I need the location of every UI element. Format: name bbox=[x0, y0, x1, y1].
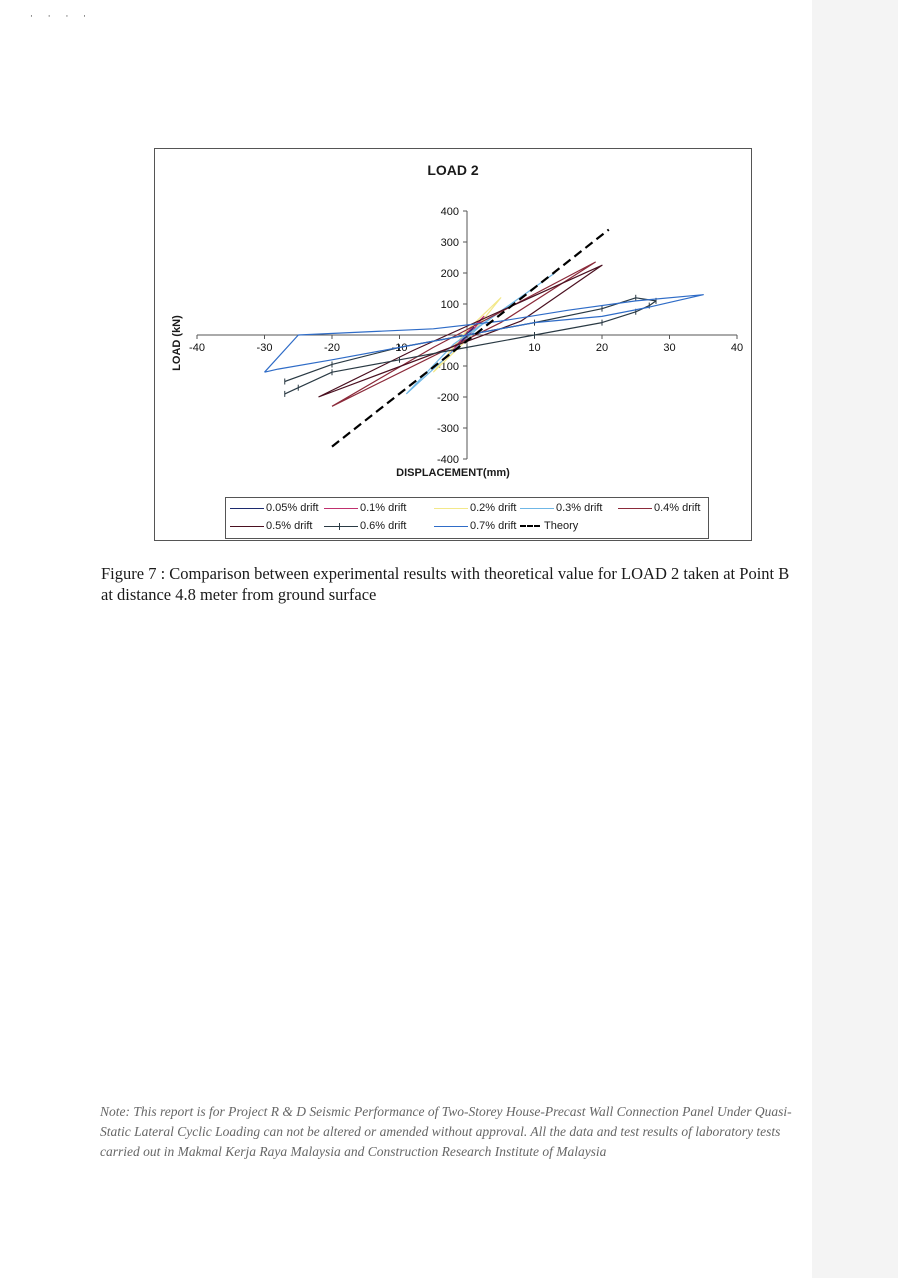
legend-label: 0.6% drift bbox=[360, 520, 407, 532]
legend-label: 0.2% drift bbox=[470, 502, 517, 514]
x-tick-label: -10 bbox=[391, 342, 408, 354]
x-axis-label: DISPLACEMENT(mm) bbox=[396, 467, 510, 479]
legend-swatch bbox=[324, 526, 358, 527]
y-tick-label: -100 bbox=[436, 361, 459, 373]
legend-label: 0.7% drift bbox=[470, 520, 517, 532]
legend-item bbox=[520, 500, 602, 516]
legend-swatch bbox=[618, 508, 652, 509]
legend-item bbox=[434, 500, 516, 516]
legend-label: 0.1% drift bbox=[360, 502, 407, 514]
figure-caption: Figure 7 : Comparison between experimental results with theoretical value for LOAD 2 taken at Point B at distance 4.8 meter from ground surface bbox=[101, 564, 790, 604]
series-line-3 bbox=[406, 273, 555, 394]
x-tick-label: 10 bbox=[528, 342, 541, 354]
series-line-7 bbox=[265, 295, 704, 373]
legend-swatch bbox=[230, 526, 264, 527]
y-tick-label: -400 bbox=[436, 454, 459, 466]
x-tick-label: 30 bbox=[663, 342, 676, 354]
y-tick-label: 200 bbox=[440, 268, 459, 280]
legend-label: 0.3% drift bbox=[556, 502, 603, 514]
legend-item bbox=[618, 500, 700, 516]
y-tick-label: -200 bbox=[436, 392, 459, 404]
y-tick-label: 100 bbox=[440, 299, 459, 311]
chart-legend bbox=[225, 497, 709, 539]
legend-swatch bbox=[324, 508, 358, 509]
legend-item bbox=[230, 500, 319, 516]
y-tick-label: 300 bbox=[440, 237, 459, 249]
x-tick-label: -20 bbox=[324, 342, 340, 354]
legend-swatch bbox=[520, 525, 540, 527]
chart-title: LOAD 2 bbox=[427, 162, 479, 178]
legend-item bbox=[324, 518, 406, 534]
legend-swatch bbox=[520, 508, 554, 509]
legend-label: 0.4% drift bbox=[654, 502, 701, 514]
legend-swatch bbox=[230, 508, 264, 509]
x-tick-label: -40 bbox=[189, 342, 205, 354]
legend-swatch bbox=[434, 526, 468, 527]
legend-label: 0.05% drift bbox=[266, 502, 319, 514]
chart-plot bbox=[155, 149, 751, 540]
legend-item bbox=[434, 518, 516, 534]
legend-item bbox=[324, 500, 406, 516]
y-tick-label: 400 bbox=[440, 206, 459, 218]
report-note: Note: This report is for Project R & D Seismic Performance of Two-Storey House-Precast Wall Connection Panel Under Quasi-Static Lateral Cyclic Loading can not be altered or amended without approval. All the data and test results of laboratory tests carried out in Makmal Kerja Raya Malaysia and Construction Research Institute of Malaysia bbox=[100, 1104, 792, 1159]
legend-label: 0.5% drift bbox=[266, 520, 313, 532]
legend-label: Theory bbox=[544, 520, 579, 532]
series-line-8 bbox=[332, 230, 609, 447]
legend-item bbox=[230, 518, 312, 534]
chart-frame bbox=[154, 148, 752, 541]
scan-page-edge bbox=[812, 0, 898, 1278]
y-tick-label: -300 bbox=[436, 423, 459, 435]
series-line-5 bbox=[319, 265, 603, 397]
y-axis-label: LOAD (kN) bbox=[171, 315, 183, 371]
x-tick-label: -30 bbox=[256, 342, 273, 354]
scan-artifact: · · · · bbox=[30, 12, 93, 22]
x-tick-label: 40 bbox=[730, 342, 744, 354]
legend-item bbox=[520, 518, 578, 534]
x-tick-label: 20 bbox=[595, 342, 609, 354]
legend-swatch bbox=[434, 508, 468, 509]
legend-marker bbox=[339, 523, 340, 530]
